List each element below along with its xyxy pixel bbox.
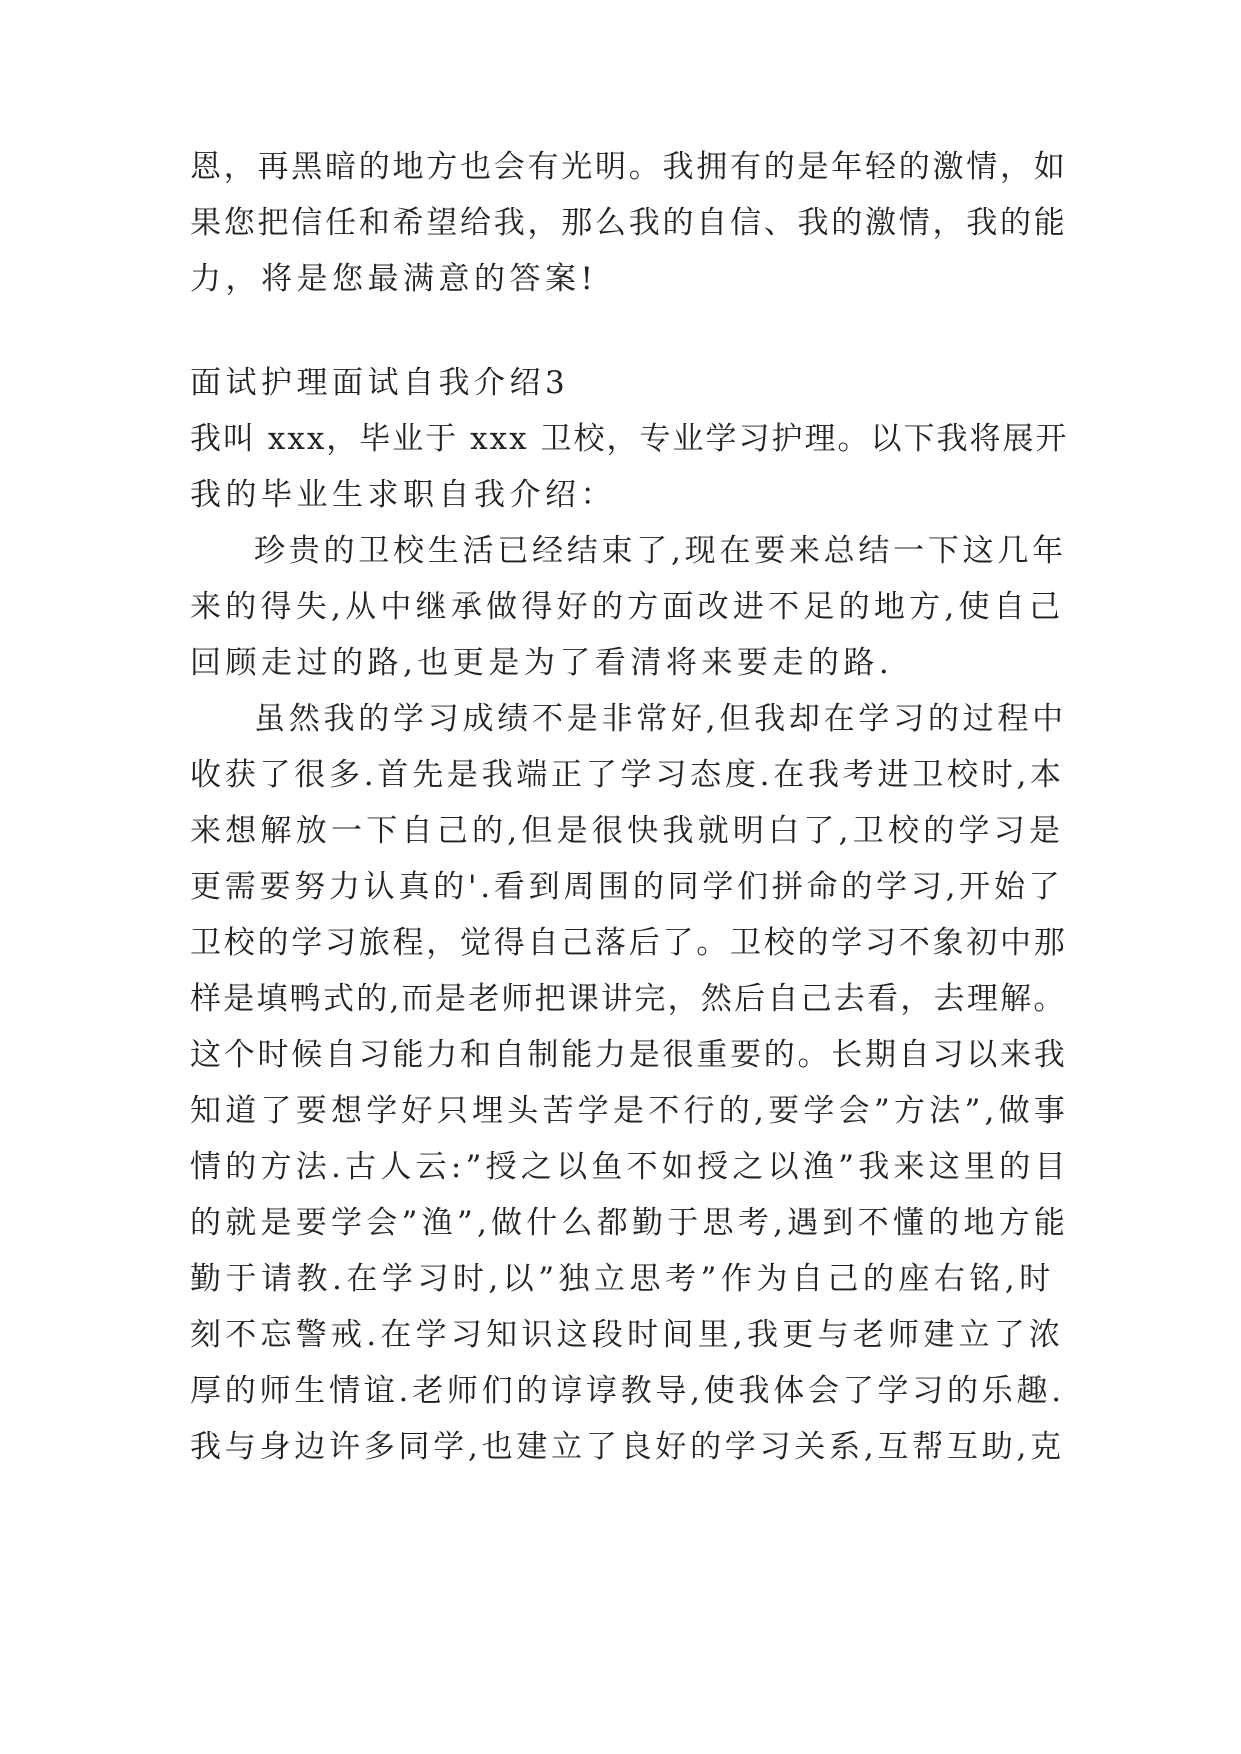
paragraph-line: 力，将是您最满意的答案! — [190, 261, 598, 297]
paragraph-line: 样是填鸭式的,而是老师把课讲完，然后自己去看，去理解。 — [190, 981, 1067, 1017]
paragraph-line: 厚的师生情谊.老师们的谆谆教导,使我体会了学习的乐趣. — [190, 1373, 1065, 1409]
paragraph-line: 的就是要学会”渔”,做什么都勤于思考,遇到不懂的地方能 — [190, 1205, 1070, 1241]
paragraph-line: 来的得失,从中继承做得好的方面改进不足的地方,使自己 — [190, 589, 1065, 625]
paragraph-line: 果您把信任和希望给我，那么我的自信、我的激情，我的能 — [190, 205, 1068, 241]
paragraph-line: 更需要努力认真的'.看到周围的同学们拼命的学习,开始了 — [190, 869, 1064, 905]
paragraph-line: 情的方法.古人云:”授之以鱼不如授之以渔”我来这里的目 — [190, 1149, 1070, 1185]
paragraph-line: 恩，再黑暗的地方也会有光明。我拥有的是年轻的激情，如 — [190, 149, 1068, 185]
paragraph-line: 回顾走过的路,也更是为了看清将来要走的路. — [190, 645, 894, 681]
paragraph-line: 刻不忘警戒.在学习知识这段时间里,我更与老师建立了浓 — [190, 1317, 1065, 1353]
paragraph-line: 我与身边许多同学,也建立了良好的学习关系,互帮互助,克 — [190, 1429, 1065, 1465]
section-title: 面试护理面试自我介绍3 — [190, 365, 570, 401]
paragraph-line: 来想解放一下自己的,但是很快我就明白了,卫校的学习是 — [190, 813, 1065, 849]
paragraph-line: 收获了很多.首先是我端正了学习态度.在我考进卫校时,本 — [190, 757, 1065, 793]
paragraph-line: 我叫 xxx，毕业于 xxx 卫校，专业学习护理。以下我将展开 — [190, 421, 1069, 457]
paragraph-line: 珍贵的卫校生活已经结束了,现在要来总结一下这几年 — [254, 533, 1067, 569]
paragraph-line: 勤于请教.在学习时,以”独立思考”作为自己的座右铭,时 — [190, 1261, 1055, 1297]
document-page — [190, 0, 1070, 1754]
paragraph-line: 这个时候自习能力和自制能力是很重要的。长期自习以来我 — [190, 1037, 1068, 1073]
paragraph-line: 虽然我的学习成绩不是非常好,但我却在学习的过程中 — [254, 701, 1067, 737]
paragraph-line: 知道了要想学好只埋头苦学是不行的,要学会”方法”,做事 — [190, 1093, 1070, 1129]
paragraph-line: 卫校的学习旅程，觉得自己落后了。卫校的学习不象初中那 — [190, 925, 1068, 961]
paragraph-line: 我的毕业生求职自我介绍： — [190, 477, 616, 513]
